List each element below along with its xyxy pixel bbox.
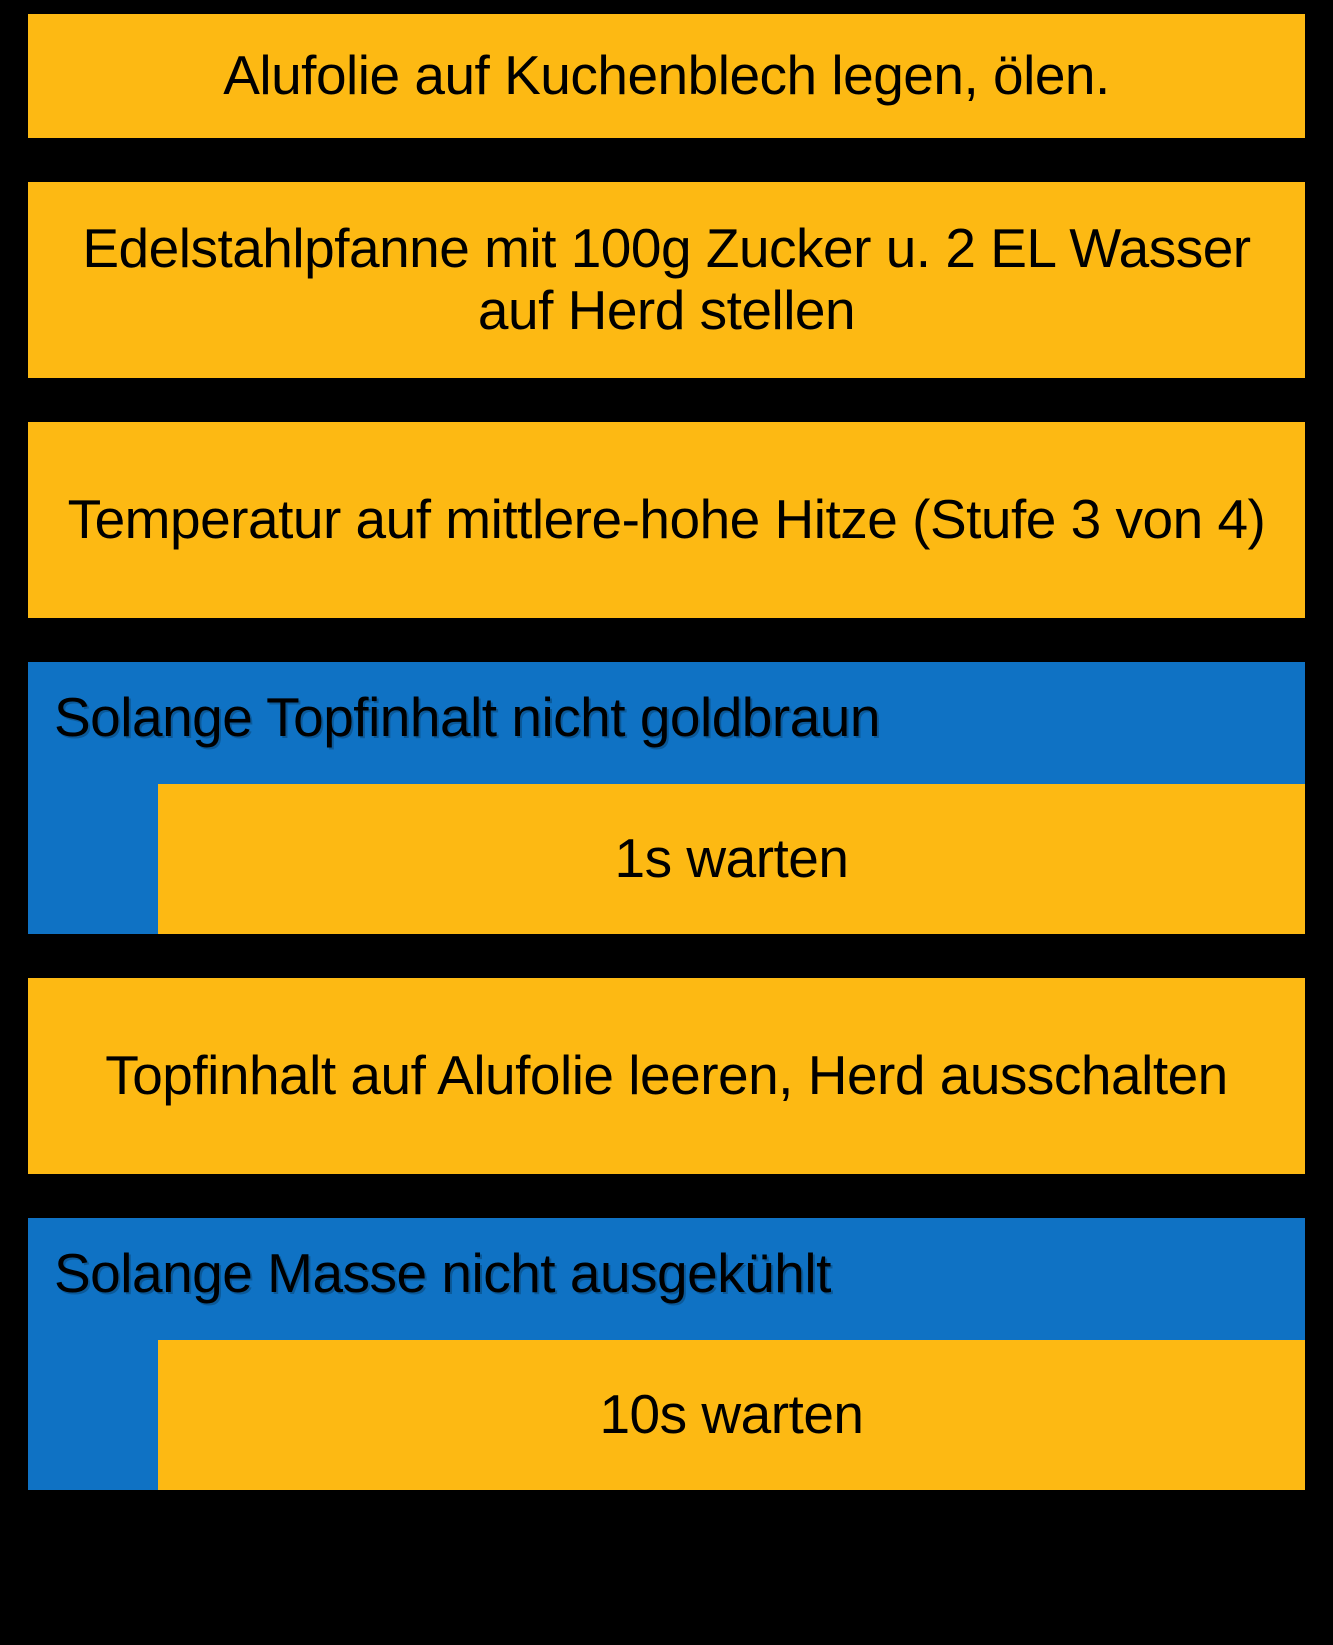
loop-condition-1: Solange Topfinhalt nicht goldbraun — [54, 686, 880, 749]
loop-block-2 — [28, 1218, 1305, 1490]
loop-body-2 — [28, 1330, 1305, 1490]
loop-body-statement-2: 10s warten — [158, 1340, 1305, 1490]
statement-block-2: Edelstahlpfanne mit 100g Zucker u. 2 EL Wasser auf Herd stellen — [28, 182, 1305, 378]
loop-condition-2: Solange Masse nicht ausgekühlt — [54, 1242, 831, 1305]
statement-block-4: Topfinhalt auf Alufolie leeren, Herd ausschalten — [28, 978, 1305, 1174]
loop-block-1 — [28, 662, 1305, 934]
statement-block-1: Alufolie auf Kuchenblech legen, ölen. — [28, 14, 1305, 138]
statement-block-3: Temperatur auf mittlere-hohe Hitze (Stufe 3 von 4) — [28, 422, 1305, 618]
loop-body-1 — [28, 774, 1305, 934]
loop-body-statement-1: 1s warten — [158, 784, 1305, 934]
